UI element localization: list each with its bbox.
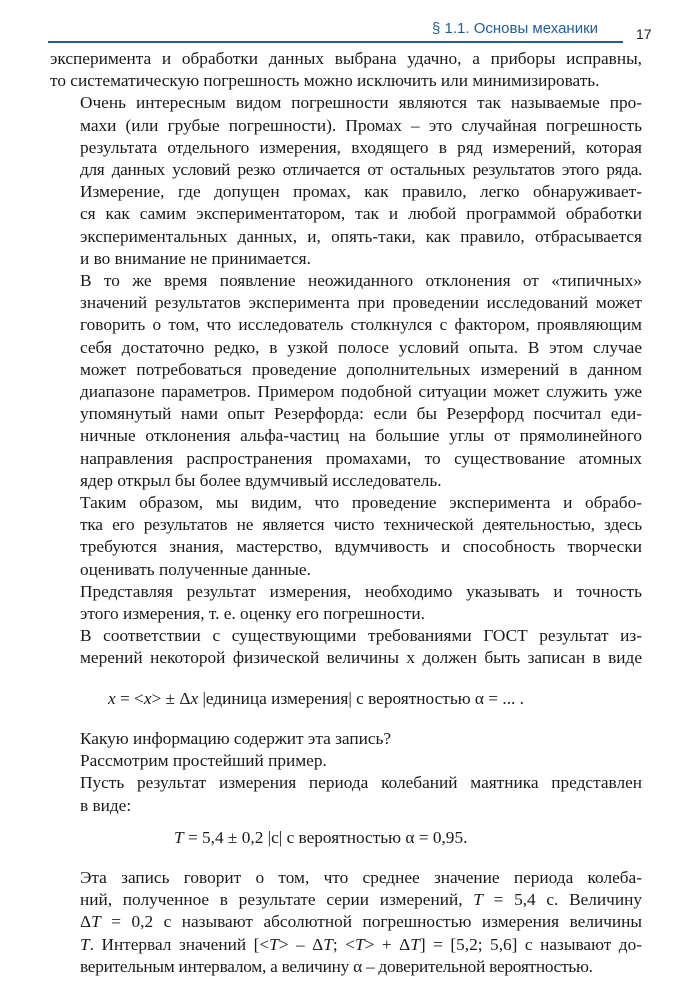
page-body <box>50 48 642 978</box>
running-header-title: § 1.1. Основы механики <box>432 20 599 37</box>
header-rule <box>48 41 623 43</box>
paragraph-pendulum <box>50 772 642 816</box>
text-line: требуются знания, мастерство, вдумчивость и способность творчески <box>80 537 642 557</box>
formula-text: |единица измерения| с вероятностью α = ... . <box>198 688 524 708</box>
text-line: и во внимание не принимается. <box>80 248 311 268</box>
paragraph-detection <box>50 181 642 270</box>
text-line: верительным интервалом, а величину α – доверительной вероятностью. <box>80 956 593 976</box>
paragraph-misses <box>50 92 642 181</box>
text-line: ΔT = 0,2 с называют абсолютной погрешностью измерения величины <box>80 912 642 932</box>
text-line: махи (или грубые погрешности). Промах – это случайная погрешность <box>80 115 642 135</box>
text-line: этого измерения, т. е. оценку его погрешности. <box>80 604 425 624</box>
text-line: В то же время появление неожиданного отклонения от «типичных» <box>80 271 642 291</box>
page-header <box>0 12 691 42</box>
text-line: экспериментальных данных, и, опять-таки, как правило, отбрасывается <box>80 226 642 246</box>
text-line: в виде: <box>80 795 132 815</box>
text-line: то систематическую погрешность можно исключить или минимизировать. <box>50 71 600 91</box>
formula-period-result <box>174 827 642 849</box>
text-line: ний, полученное в результате серии измерений, T = 5,4 с. Величину <box>80 890 642 910</box>
paragraph-interpretation <box>50 867 642 978</box>
text-line: говорить о том, что исследователь столкнулся с фактором, проявляющим <box>80 315 642 335</box>
paragraph-conclusion <box>50 492 642 581</box>
text-line: ся как самим экспериментатором, так и любой программой обработки <box>80 204 642 224</box>
formula-variable: T <box>174 827 184 847</box>
page-number: 17 <box>636 26 652 42</box>
text-line: значений результатов эксперимента при проведении исследований может <box>80 293 642 313</box>
paragraph-question <box>50 728 642 750</box>
formula-variable: x <box>143 688 152 708</box>
text-line: упомянутый нами опыт Резерфорда: если бы Резерфорд посчитал еди- <box>80 404 642 424</box>
text-line: Какую информацию содержит эта запись? <box>80 728 392 748</box>
paragraph-unexpected-deviation <box>50 270 642 492</box>
formula-text: > ± Δ <box>151 688 191 708</box>
text-line: В соответствии с существующими требованиями ГОСТ результат из- <box>80 626 642 646</box>
formula-variable: x <box>190 688 199 708</box>
text-line: может потребоваться проведение дополнительных измерений в данном <box>80 359 642 379</box>
formula-result-record <box>108 688 642 710</box>
text-line: себя достаточно редко, в узкой полосе условий опыта. В этом случае <box>80 337 642 357</box>
text-line: для данных условий резко отличается от остальных результатов этого ряда. <box>80 160 642 180</box>
text-line: T. Интервал значений [<T> – ΔT; <T> + ΔT] = [5,2; 5,6] с называют до- <box>80 934 642 954</box>
formula-variable: x <box>108 688 116 708</box>
formula-text: = 5,4 ± 0,2 |с| с вероятностью α = 0,95. <box>183 827 468 847</box>
text-line: ничные отклонения альфа-частиц на большие углы от прямолинейного <box>80 426 642 446</box>
paragraph-presenting-result <box>50 581 642 625</box>
text-line: результата отдельного измерения, входящего в ряд измерений, которая <box>80 137 642 157</box>
text-line: Пусть результат измерения периода колебаний маятника представлен <box>80 773 642 793</box>
text-line: Эта запись говорит о том, что среднее значение периода колеба- <box>80 867 642 887</box>
paragraph-gost <box>50 625 642 669</box>
text-line: ядер открыл бы более вдумчивый исследователь. <box>80 470 442 490</box>
text-line: Рассмотрим простейший пример. <box>80 751 327 771</box>
text-line: направления распространения промахами, то существование атомных <box>80 448 642 468</box>
paragraph-example <box>50 750 642 772</box>
text-line: мерений некоторой физической величины x должен быть записан в виде <box>80 648 642 668</box>
text-line: Таким образом, мы видим, что проведение эксперимента и обрабо- <box>80 493 642 513</box>
text-line: Представляя результат измерения, необходимо указывать и точность <box>80 581 642 601</box>
text-line: Измерение, где допущен промах, как правило, легко обнаруживает- <box>80 182 642 202</box>
text-line: тка его результатов не является чисто технической деятельностью, здесь <box>80 515 642 535</box>
text-line: эксперимента и обработки данных выбрана удачно, а приборы исправны, <box>50 49 642 68</box>
text-line: Очень интересным видом погрешности являются так называемые про- <box>80 93 642 113</box>
text-line: диапазоне параметров. Примером подобной ситуации может служить уже <box>80 382 642 402</box>
paragraph-continued <box>50 48 642 92</box>
text-line: оценивать полученные данные. <box>80 559 311 579</box>
formula-text: = < <box>115 688 144 708</box>
